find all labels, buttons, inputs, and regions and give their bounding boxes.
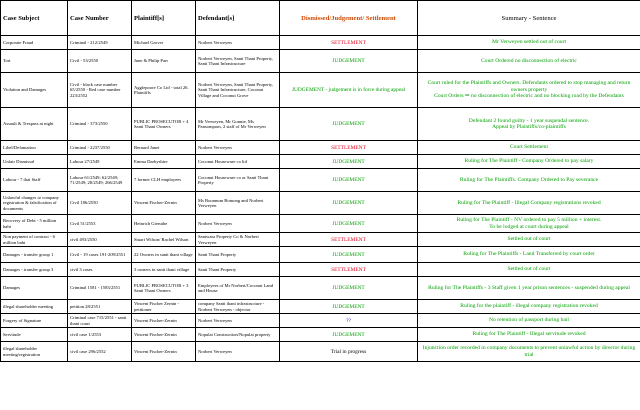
- outcome-cell: JUDGEMENT: [280, 192, 418, 215]
- table-row: [1, 277, 640, 300]
- case-number-cell: Civil 186/2550: [68, 192, 132, 215]
- case-number-cell: Labour 61/2549; 62/2549; 71/2549; 28/2549; 266/2549: [68, 169, 132, 192]
- plaintiff-cell: 3 owners in santi thani village: [132, 263, 196, 277]
- outcome-cell: SETTLEMENT: [280, 233, 418, 247]
- case-subject-cell: Damages - transfer group 1: [1, 247, 68, 263]
- summary-cell: Settled out of court: [418, 263, 640, 277]
- defendant-cell: Mr Verweyen, Mr Gonnie, Ms Pansompom, 2 staff of Mr Verweyen: [196, 108, 280, 141]
- summary-cell: Mr Verweyen settled out of court: [418, 36, 640, 50]
- table-row: [1, 169, 640, 192]
- case-number-cell: Civil - black case number 65/2550 - Red case number 223/2552: [68, 73, 132, 108]
- defendant-cell: Norbert Verweyen: [196, 141, 280, 155]
- plaintiff-cell: Heinrich Gieruthe: [132, 215, 196, 233]
- plaintiff-cell: 22 Owners in santi thani village: [132, 247, 196, 263]
- summary-cell: Defendant 2 found guilty - 1 year suspendal sentence. Appeal by Plaintiffs/co-plaintiffs: [418, 108, 640, 141]
- case-number-cell: Civil - 19 cases 191-209/2551: [68, 247, 132, 263]
- outcome-cell: SETTLEMENT: [280, 141, 418, 155]
- outcome-cell: Trial in progress: [280, 342, 418, 362]
- header-defendants: Defendant[s]: [196, 1, 280, 36]
- case-number-cell: civil 3 cases: [68, 263, 132, 277]
- plaintiff-cell: Vincent Fischer-Zernin: [132, 192, 196, 215]
- table-row: [1, 300, 640, 314]
- table-row: [1, 342, 640, 362]
- outcome-cell: JUDGEMENT: [280, 215, 418, 233]
- case-subject-cell: Assault & Trespass at night: [1, 108, 68, 141]
- summary-cell: Court ruled for the Plaintiffs and Owners. Defendants ordered to stop managing and return owners property Court Orders ⇒ no disconnection of electric and no blocking road by the Defendants: [418, 73, 640, 108]
- case-number-cell: Criminal case 715/2551 - santi thani court: [68, 314, 132, 328]
- case-subject-cell: Tort: [1, 50, 68, 73]
- summary-cell: No retention of passport during bail: [418, 314, 640, 328]
- defendant-cell: Employees of Mr Norbert/Coconut Land and House: [196, 277, 280, 300]
- case-subject-cell: Recovery of Debt - 5 million baht: [1, 215, 68, 233]
- plaintiff-cell: Vincent Fischer-Zernin: [132, 314, 196, 328]
- case-subject-cell: Libel/Defamation: [1, 141, 68, 155]
- case-number-cell: Labour 27/2549: [68, 155, 132, 169]
- summary-cell: Ruling for The Plaintiff - NV ordered to pay 5 million + interest. To be lodged at court during appeal: [418, 215, 640, 233]
- case-number-cell: Civil 51/2553: [68, 215, 132, 233]
- case-number-cell: Criminal - 212/2549: [68, 36, 132, 50]
- defendant-cell: Norbert Verweyen, Santi Thani Property, Santi Thani Infrastructure, Coconut Village and Coconut Grove: [196, 73, 280, 108]
- summary-cell: Ruling for The Plaintiff - Company Ordered to pay salary: [418, 155, 640, 169]
- header-summary: Summary - Sentence: [418, 1, 640, 36]
- case-number-cell: Criminal - 2237/2550: [68, 141, 132, 155]
- header-case-subject: Case Subject: [1, 1, 68, 36]
- case-subject-cell: Violation and Damages: [1, 73, 68, 108]
- plaintiff-cell: Agglepoore Co Ltd - total 26. Plaintiffs: [132, 73, 196, 108]
- defendant-cell: Norbert Verweyen: [196, 314, 280, 328]
- plaintiff-cell: Bernard Janet: [132, 141, 196, 155]
- case-subject-cell: Non payment of contract - 6 million baht: [1, 233, 68, 247]
- case-number-cell: civil 493/2550: [68, 233, 132, 247]
- case-subject-cell: Labour - 7 thai Staff: [1, 169, 68, 192]
- outcome-cell: JUDGEMENT: [280, 108, 418, 141]
- plaintiff-cell: Vincent Fischer-Zernin: [132, 328, 196, 342]
- defendant-cell: Coconut Houseware co ltd: [196, 155, 280, 169]
- summary-cell: Ruling for The Plaintiffs - 3 Staff given 1 year prison sentences - suspended during appeal: [418, 277, 640, 300]
- outcome-cell: JUDGEMENT: [280, 247, 418, 263]
- case-number-cell: civil case 1/2553: [68, 328, 132, 342]
- plaintiff-cell: Michael Grover: [132, 36, 196, 50]
- defendant-cell: Santwara Property Co & Norbert Verweyen: [196, 233, 280, 247]
- summary-cell: Court Ordered no disconnection of electric: [418, 50, 640, 73]
- outcome-cell: JUDGEMENT - judgement is in force during appeal: [280, 73, 418, 108]
- table-row: [1, 50, 640, 73]
- outcome-cell: SETTLEMENT: [280, 36, 418, 50]
- plaintiff-cell: June & Philip Parr: [132, 50, 196, 73]
- outcome-cell: SETTLEMENT: [280, 263, 418, 277]
- summary-cell: Ruling for The Plaintiff - Illegal Company registrations revoked: [418, 192, 640, 215]
- case-subject-cell: Corporate Fraud: [1, 36, 68, 50]
- table-row: [1, 328, 640, 342]
- plaintiff-cell: Vincent Fischer Zernin - petitioner: [132, 300, 196, 314]
- defendant-cell: Norbert Verweyen: [196, 215, 280, 233]
- header-outcome: Dismissed/Judgement/ Settlement: [280, 1, 418, 36]
- case-subject-cell: Unfair Dismissal: [1, 155, 68, 169]
- table-row: [1, 215, 640, 233]
- case-subject-cell: Damages: [1, 277, 68, 300]
- defendant-cell: Santi Thani Property: [196, 247, 280, 263]
- outcome-cell: JUDGEMENT: [280, 300, 418, 314]
- defendant-cell: Norbert Verweyen, Santi Thani Property, Santi Thani Infrastructure: [196, 50, 280, 73]
- table-row: [1, 141, 640, 155]
- table-row: [1, 73, 640, 108]
- case-number-cell: Criminal 1581 - 1583/2551: [68, 277, 132, 300]
- header-row: [1, 1, 640, 36]
- plaintiff-cell: Vincent Fischer-Zernin: [132, 342, 196, 362]
- summary-cell: Ruling for the plaintiff - illegal company registration revoked: [418, 300, 640, 314]
- outcome-cell: JUDGEMENT: [280, 50, 418, 73]
- case-subject-cell: Servitude: [1, 328, 68, 342]
- case-number-cell: civil case 296/2552: [68, 342, 132, 362]
- summary-cell: Injunction order recorded in company documents to prevent unlawful action by director during trial: [418, 342, 640, 362]
- outcome-cell: JUDGEMENT: [280, 169, 418, 192]
- plaintiff-cell: Stuart Wilson/ Rachel Wilson: [132, 233, 196, 247]
- defendant-cell: Santi Thani Property: [196, 263, 280, 277]
- defendant-cell: Nopulai Construction/Nopulai property: [196, 328, 280, 342]
- summary-cell: Settled out of court: [418, 233, 640, 247]
- case-number-cell: Criminal - 373/2550: [68, 108, 132, 141]
- case-subject-cell: Unlawful changes to company registration & falsification of documents: [1, 192, 68, 215]
- plaintiff-cell: 7 former CLH employees: [132, 169, 196, 192]
- outcome-cell: JUDGEMENT: [280, 328, 418, 342]
- case-number-cell: petition 28/2551: [68, 300, 132, 314]
- plaintiff-cell: PUBLIC PROSECUTOR + 3 Santi Thani Owners: [132, 277, 196, 300]
- header-case-number: Case Number: [68, 1, 132, 36]
- case-subject-cell: illegal shareholder meeting: [1, 300, 68, 314]
- summary-cell: Court Settlement: [418, 141, 640, 155]
- summary-cell: Ruling for The Plaintiffs - Land Transferred by court order: [418, 247, 640, 263]
- table-row: [1, 155, 640, 169]
- outcome-cell: JUDGEMENT: [280, 155, 418, 169]
- table-row: [1, 314, 640, 328]
- table-row: [1, 247, 640, 263]
- case-subject-cell: illegal shareholder meeting/registration: [1, 342, 68, 362]
- case-subject-cell: Damages - transfer group 3: [1, 263, 68, 277]
- case-number-cell: Civil - 53/2550: [68, 50, 132, 73]
- case-subject-cell: Forgery of Signature: [1, 314, 68, 328]
- defendant-cell: Coconut Houseware co or Santi Thani Property: [196, 169, 280, 192]
- defendant-cell: Norbert Verweyen: [196, 36, 280, 50]
- plaintiff-cell: PUBLIC PROSECUTOR + 4 Santi Thani Owners: [132, 108, 196, 141]
- outcome-cell: JUDGEMENT: [280, 277, 418, 300]
- plaintiff-cell: Emma Darbyshire: [132, 155, 196, 169]
- table-row: [1, 108, 640, 141]
- table-row: [1, 36, 640, 50]
- defendant-cell: Ms Boonnum Bomong and Norbert Verweyen: [196, 192, 280, 215]
- defendant-cell: company Santi thani infrastructure - Norbert Verweyen - objector: [196, 300, 280, 314]
- table-row: [1, 263, 640, 277]
- outcome-cell: ??: [280, 314, 418, 328]
- header-plaintiffs: Plaintiff[s]: [132, 1, 196, 36]
- table-row: [1, 233, 640, 247]
- table-row: [1, 192, 640, 215]
- summary-cell: Ruling for The Plaintiffs. Company Ordered to Pay severance: [418, 169, 640, 192]
- summary-cell: Ruling for The Plaintiff - Illegal servitude revoked: [418, 328, 640, 342]
- defendant-cell: Norbert Verweyen: [196, 342, 280, 362]
